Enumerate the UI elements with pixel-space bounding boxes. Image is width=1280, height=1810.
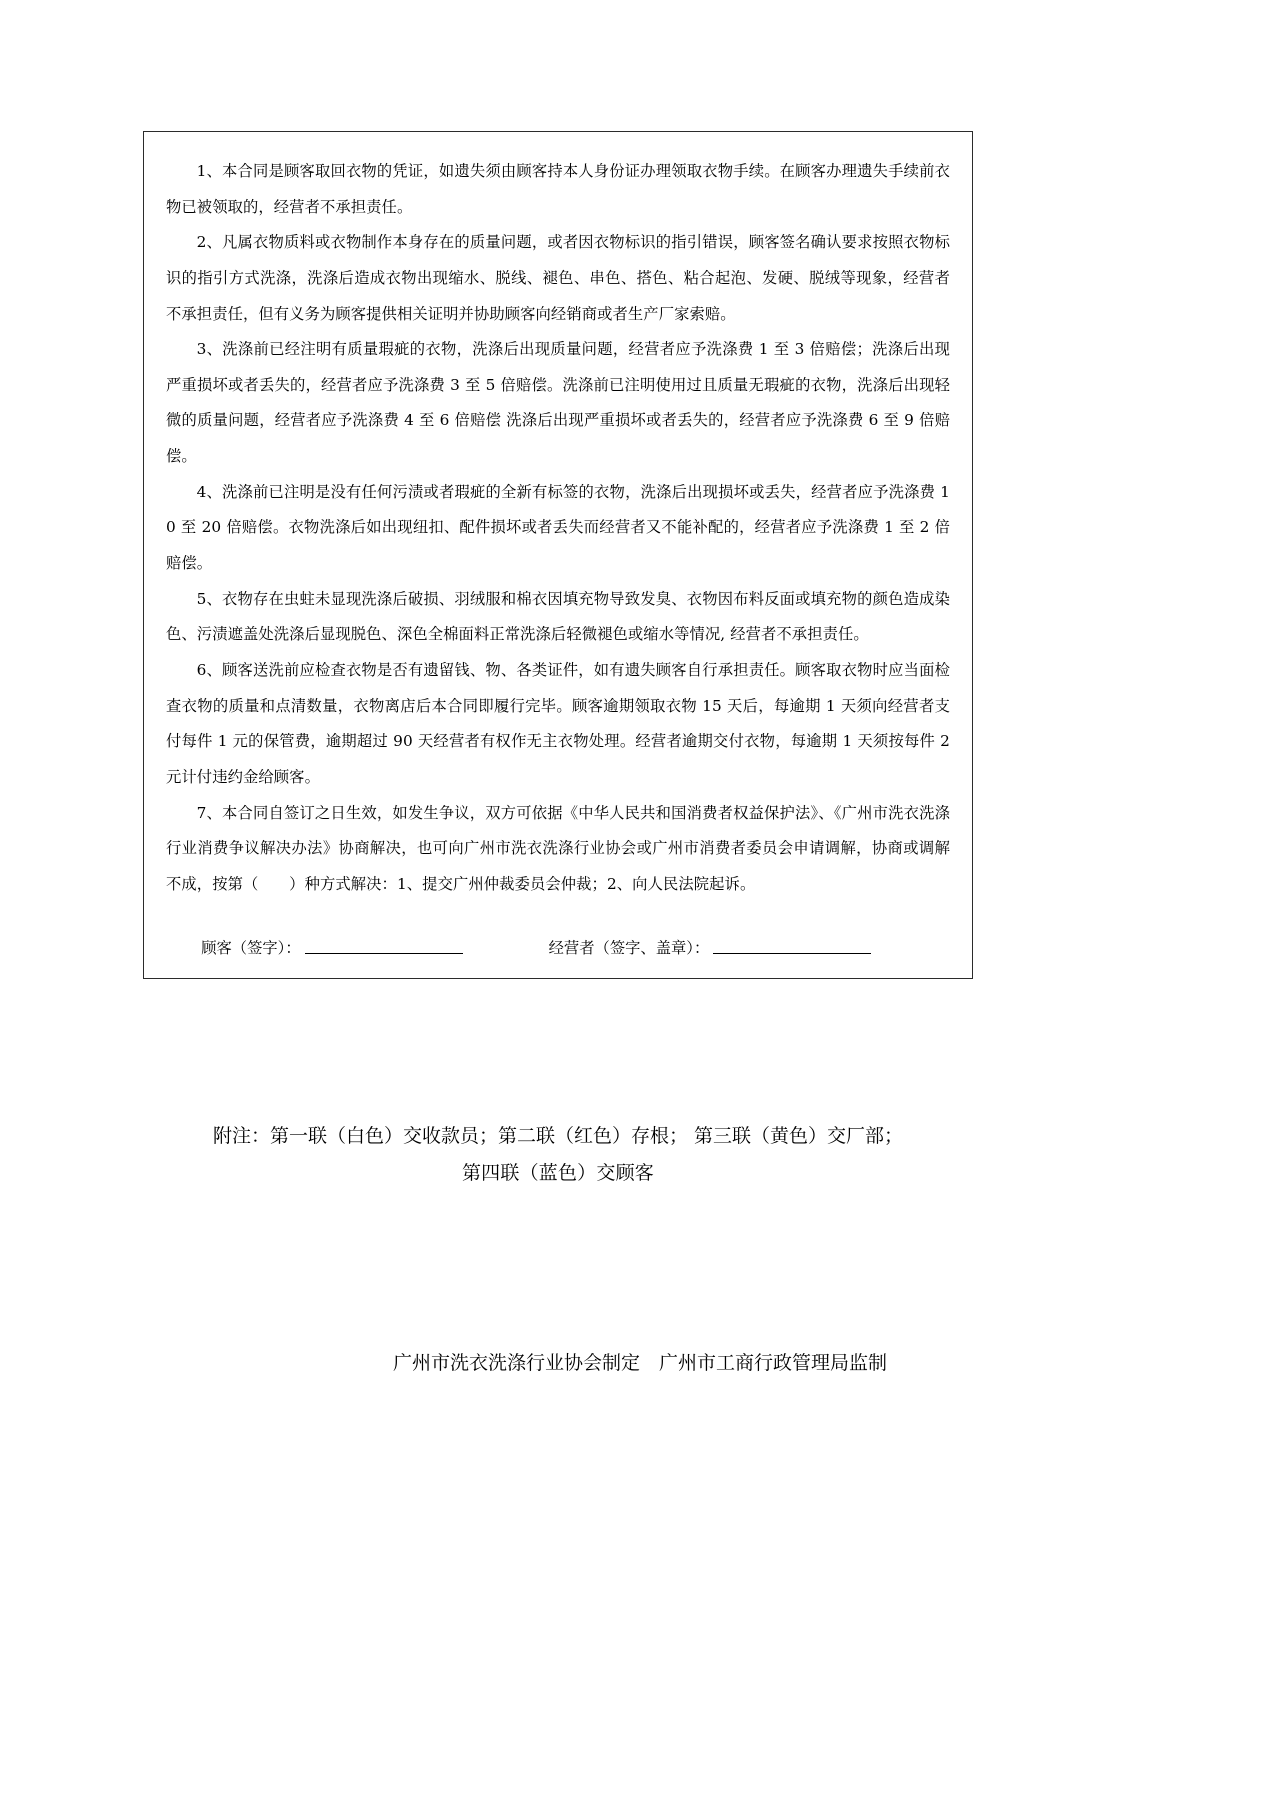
clause-item-6: 6、顾客送洗前应检查衣物是否有遗留钱、物、各类证件，如有遗失顾客自行承担责任。顾客取衣物时应当面检查衣物的质量和点清数量，衣物离店后本合同即履行完毕。顾客逾期领取衣物 15 天后，每逾期 1 天须向经营者支付每件 1 元的保管费，逾期超过 90 天经营者有权作无主衣物处理。经营者逾期交付衣物，每逾期 1 天须按每件 2 元计付违约金给顾客。 — [166, 660, 950, 786]
clause-item-3: 3、洗涤前已经注明有质量瑕疵的衣物，洗涤后出现质量问题，经营者应予洗涤费 1 至 3 倍赔偿；洗涤后出现严重损坏或者丢失的，经营者应予洗涤费 3 至 5 倍赔偿。洗涤前已注明使用过且质量无瑕疵的衣物，洗涤后出现轻微的质量问题，经营者应予洗涤费 4 至 6 倍赔偿 洗涤后出现严重损坏或者丢失的，经营者应予洗涤费 6 至 9 倍赔偿。 — [166, 340, 950, 466]
terms-box — [143, 131, 973, 979]
customer-signature-field[interactable] — [305, 952, 463, 954]
footnote-block — [143, 1118, 973, 1192]
footnote-line-2: 第四联（蓝色）交顾客 — [461, 1162, 654, 1185]
operator-signature-label: 经营者（签字、盖章）： — [548, 939, 710, 958]
clause-item-4: 4、洗涤前已注明是没有任何污渍或者瑕疵的全新有标签的衣物，洗涤后出现损坏或丢失，经营者应予洗涤费 10 至 20 倍赔偿。衣物洗涤后如出现纽扣、配件损坏或者丢失而经营者又不能补配的，经营者应予洗涤费 1 至 2 倍赔偿。 — [166, 482, 950, 573]
clause-item-7: 7、本合同自签订之日生效，如发生争议，双方可依据《中华人民共和国消费者权益保护法》、《广州市洗衣洗涤行业消费争议解决办法》协商解决，也可向广州市洗衣洗涤行业协会或广州市消费者委员会申请调解，协商或调解不成，按第（ ）种方式解决：1、提交广州仲裁委员会仲裁；2、向人民法院起诉。 — [166, 803, 950, 893]
clause-item-1: 1、本合同是顾客取回衣物的凭证，如遗失须由顾客持本人身份证办理领取衣物手续。在顾客办理遗失手续前衣物已被领取的，经营者不承担责任。 — [166, 162, 950, 216]
issuer-line: 广州市洗衣洗涤行业协会制定 广州市工商行政管理局监制 — [392, 1352, 887, 1374]
signature-row — [166, 936, 950, 958]
customer-signature-label: 顾客（签字）： — [201, 939, 301, 958]
footnote-line-1: 附注：第一联（白色）交收款员；第二联（红色）存根； 第三联（黄色）交厂部； — [212, 1125, 904, 1147]
clause-item-5: 5、衣物存在虫蛀未显现洗涤后破损、羽绒服和棉衣因填充物导致发臭、衣物因布料反面或填充物的颜色造成染色、污渍遮盖处洗涤后显现脱色、深色全棉面料正常洗涤后轻微褪色或缩水等情况, 经营者不承担责任。 — [166, 589, 950, 644]
operator-signature-field[interactable] — [713, 952, 871, 954]
clause-item-2: 2、凡属衣物质料或衣物制作本身存在的质量问题，或者因衣物标识的指引错误，顾客签名确认要求按照衣物标识的指引方式洗涤，洗涤后造成衣物出现缩水、脱线、褪色、串色、搭色、粘合起泡、发硬、脱绒等现象，经营者不承担责任，但有义务为顾客提供相关证明并协助顾客向经销商或者生产厂家索赔。 — [166, 233, 950, 323]
operator-signature-group — [549, 936, 872, 958]
customer-signature-group — [201, 936, 462, 958]
